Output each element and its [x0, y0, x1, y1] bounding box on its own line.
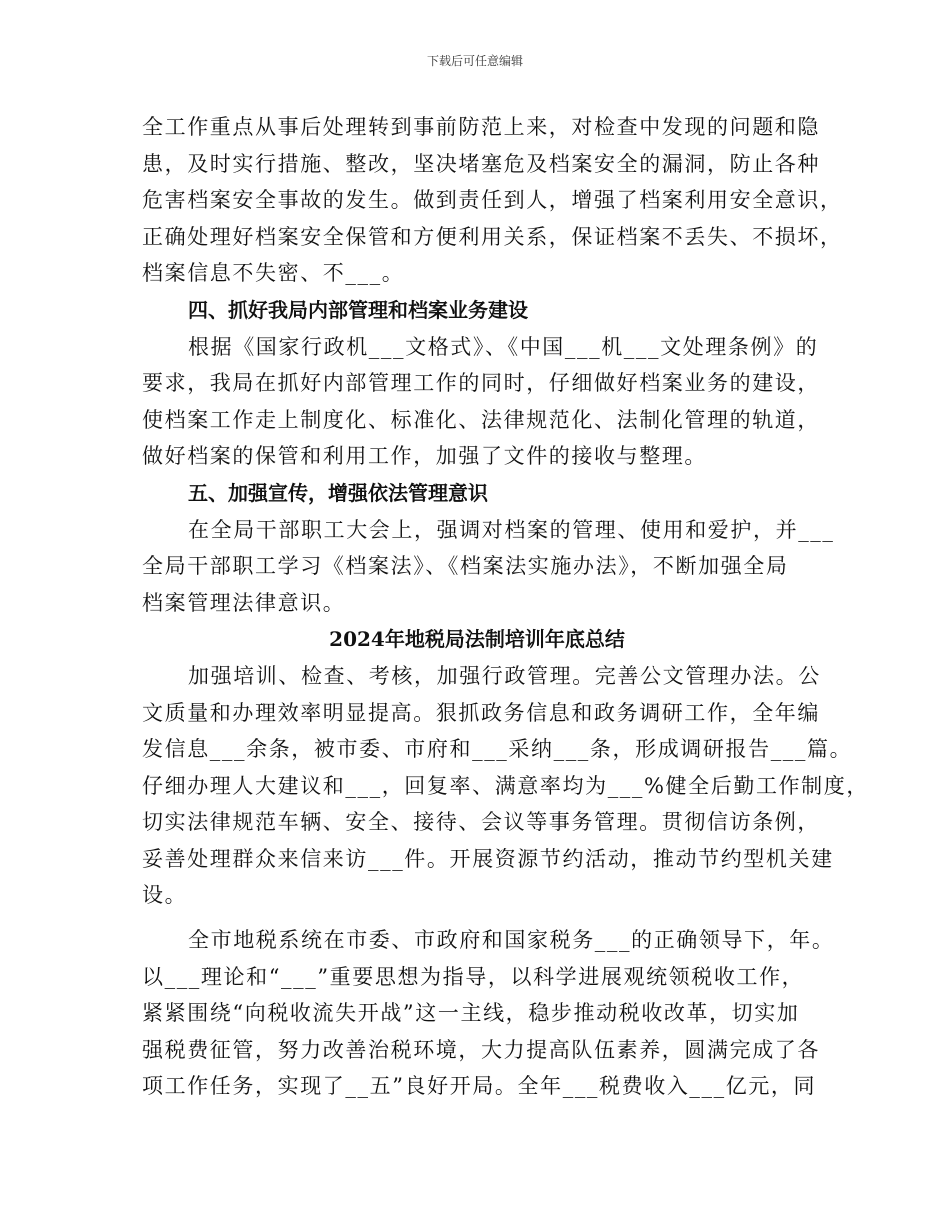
page-header: 下载后可任意编辑 [426, 54, 523, 68]
document-title: 2024年地税局法制培训年底总结 [329, 627, 625, 652]
text-line: 文质量和办理效率明显提高。狠抓政务信息和政务调研工作，全年编 [142, 700, 820, 725]
section-heading-4: 四、抓好我局内部管理和档案业务建设 [188, 297, 528, 322]
text-line: 根据《国家行政机___文格式》、《中国___机___文处理条例》的 [188, 334, 819, 359]
text-line: 加强培训、检查、考核，加强行政管理。完善公文管理办法。公 [188, 663, 821, 688]
section-heading-5: 五、加强宣传，增强依法管理意识 [188, 480, 488, 505]
text-line: 发信息___余条，被市委、市府和___采纳___条，形成调研报告___篇。 [142, 737, 853, 762]
paragraph-publicity [142, 512, 835, 622]
text-line: 使档案工作走上制度化、标准化、法律规范化、法制化管理的轨道， [142, 407, 820, 432]
paragraph-archive-safety [142, 109, 843, 292]
text-line: 全工作重点从事后处理转到事前防范上来，对检查中发现的问题和隐 [142, 115, 820, 139]
text-line: 项工作任务，实现了__五”良好开局。全年___税费收入___亿元，同 [142, 1074, 817, 1099]
text-line: 以___理论和“___”重要思想为指导，以科学进展观统领税收工作， [142, 964, 805, 989]
text-line: 设。 [142, 883, 188, 908]
text-line: 全局干部职工学习《档案法》、《档案法实施办法》，不断加强全局 [142, 554, 789, 579]
paragraph-training [142, 658, 869, 914]
text-line: 患，及时实行措施、整改，坚决堵塞危及档案安全的漏洞，防止各种 [142, 151, 820, 176]
text-line: 强税费征管，努力改善治税环境，大力提高队伍素养，圆满完成了各 [142, 1037, 820, 1062]
text-line: 档案信息不失密、不___。 [142, 261, 405, 286]
text-line: 危害档案安全事故的发生。做到责任到人，增强了档案利用安全意识， [142, 188, 843, 213]
paragraph-internal-management [142, 329, 820, 475]
text-line: 紧紧围绕“向税收流失开战”这一主线，稳步推动税收改革，切实加 [142, 1001, 800, 1026]
paragraph-tax-system [142, 922, 835, 1105]
text-line: 仔细办理人大建议和___，回复率、满意率均为___%健全后勤工作制度， [142, 773, 869, 798]
text-line: 在全局干部职工大会上，强调对档案的管理、使用和爱护，并___ [188, 517, 835, 542]
text-line: 要求，我局在抓好内部管理工作的同时，仔细做好档案业务的建设， [142, 371, 820, 396]
text-line: 切实法律规范车辆、安全、接待、会议等事务管理。贯彻信访条例， [142, 810, 820, 835]
text-line: 正确处理好档案安全保管和方便利用关系，保证档案不丢失、不损坏， [142, 224, 843, 249]
text-line: 全市地税系统在市委、市政府和国家税务___的正确领导下，年。 [188, 928, 835, 953]
text-line: 档案管理法律意识。 [142, 590, 346, 615]
text-line: 妥善处理群众来信来访___件。开展资源节约活动，推动节约型机关建 [142, 846, 834, 871]
paragraph-gap [142, 914, 812, 922]
text-line: 做好档案的保管和利用工作，加强了文件的接收与整理。 [142, 444, 707, 469]
document-body [142, 109, 869, 1105]
